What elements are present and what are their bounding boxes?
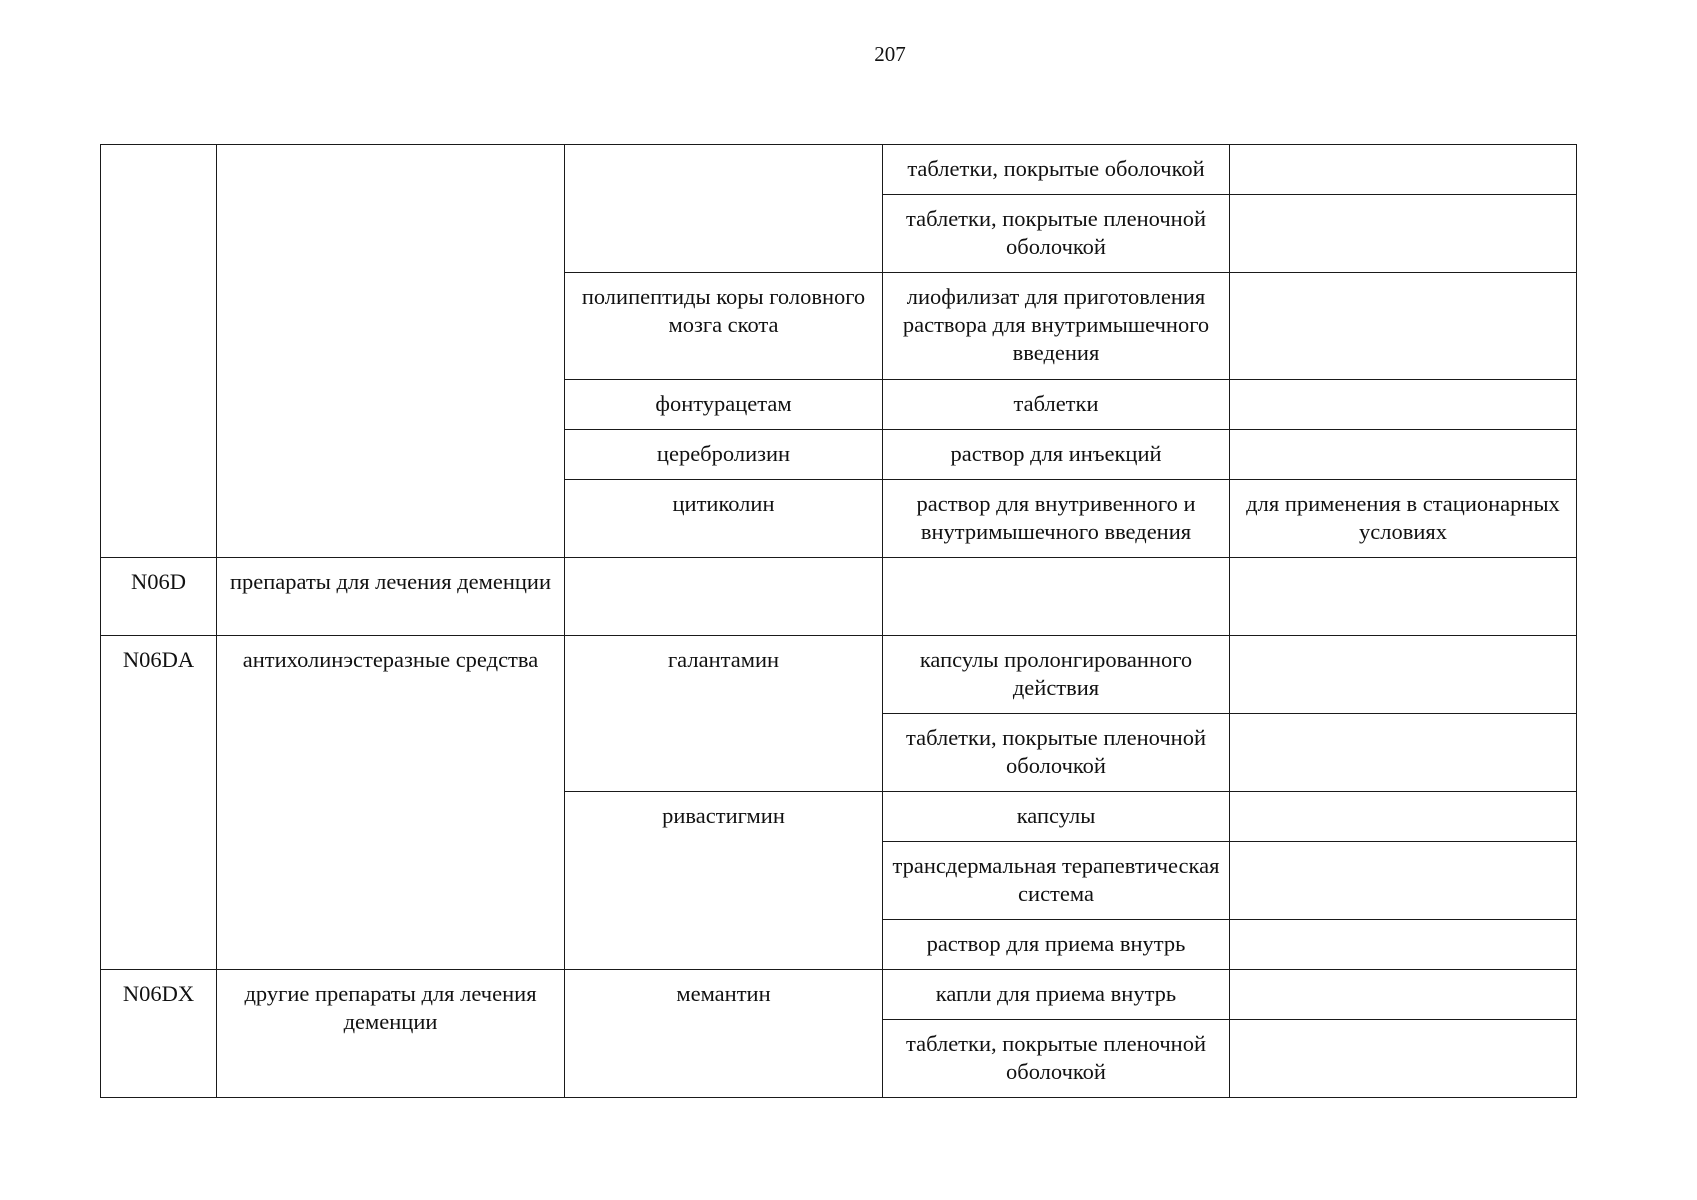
table-row <box>101 145 1577 195</box>
note-cell <box>1230 792 1577 842</box>
note-cell <box>1230 558 1577 636</box>
dosage-form-cell: раствор для инъекций <box>883 430 1230 480</box>
drug-cell: галантамин <box>565 636 883 792</box>
drug-cell: ривастигмин <box>565 792 883 970</box>
drug-cell: цитиколин <box>565 480 883 558</box>
note-cell <box>1230 195 1577 273</box>
drug-cell <box>565 145 883 273</box>
dosage-form-cell: таблетки, покрытые пленочной оболочкой <box>883 195 1230 273</box>
note-cell: для применения в стационарных условиях <box>1230 480 1577 558</box>
group-cell <box>217 145 565 558</box>
dosage-form-cell <box>883 558 1230 636</box>
note-cell <box>1230 1020 1577 1098</box>
dosage-form-cell: таблетки, покрытые оболочкой <box>883 145 1230 195</box>
note-cell <box>1230 842 1577 920</box>
drug-cell: церебролизин <box>565 430 883 480</box>
code-cell: N06DX <box>101 970 217 1098</box>
note-cell <box>1230 970 1577 1020</box>
dosage-form-cell: лиофилизат для приготовления раствора для внутримышечного введения <box>883 273 1230 380</box>
note-cell <box>1230 714 1577 792</box>
code-cell: N06D <box>101 558 217 636</box>
note-cell <box>1230 380 1577 430</box>
note-cell <box>1230 145 1577 195</box>
dosage-form-cell: капсулы пролонгированного действия <box>883 636 1230 714</box>
note-cell <box>1230 430 1577 480</box>
code-cell: N06DA <box>101 636 217 970</box>
group-cell: препараты для лечения деменции <box>217 558 565 636</box>
dosage-form-cell: таблетки, покрытые пленочной оболочкой <box>883 714 1230 792</box>
dosage-form-cell: трансдермальная терапевтическая система <box>883 842 1230 920</box>
drug-cell: мемантин <box>565 970 883 1098</box>
note-cell <box>1230 920 1577 970</box>
table-row <box>101 558 1577 636</box>
table-row <box>101 970 1577 1020</box>
dosage-form-cell: капли для приема внутрь <box>883 970 1230 1020</box>
group-cell: антихолинэстеразные средства <box>217 636 565 970</box>
dosage-form-cell: таблетки, покрытые пленочной оболочкой <box>883 1020 1230 1098</box>
dosage-form-cell: капсулы <box>883 792 1230 842</box>
table-row <box>101 636 1577 714</box>
note-cell <box>1230 273 1577 380</box>
drug-cell: полипептиды коры головного мозга скота <box>565 273 883 380</box>
drug-cell <box>565 558 883 636</box>
group-cell: другие препараты для лечения деменции <box>217 970 565 1098</box>
page-number: 207 <box>874 42 906 66</box>
code-cell <box>101 145 217 558</box>
note-cell <box>1230 636 1577 714</box>
dosage-form-cell: раствор для приема внутрь <box>883 920 1230 970</box>
drug-cell: фонтурацетам <box>565 380 883 430</box>
dosage-form-cell: раствор для внутривенного и внутримышечного введения <box>883 480 1230 558</box>
drug-table <box>100 144 1577 1098</box>
dosage-form-cell: таблетки <box>883 380 1230 430</box>
